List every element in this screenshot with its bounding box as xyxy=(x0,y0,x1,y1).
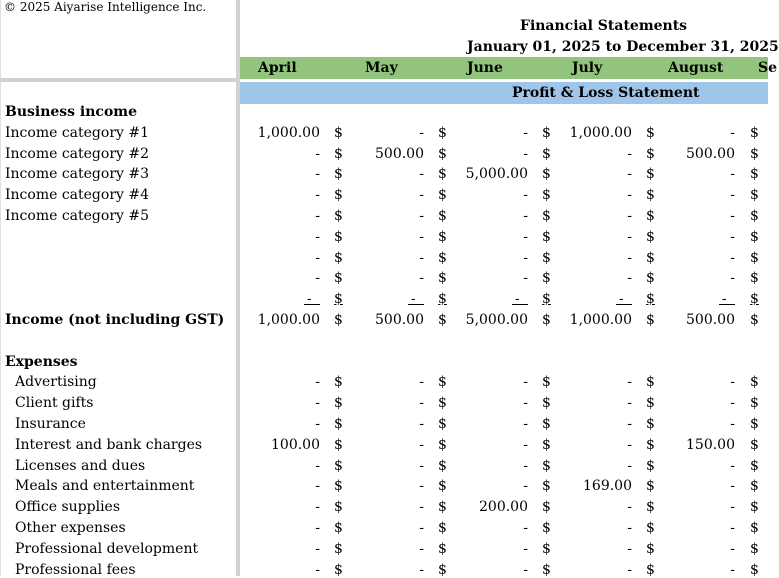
row-label[interactable]: Income (not including GST) xyxy=(5,312,225,328)
row-label[interactable]: Income category #2 xyxy=(5,145,150,162)
cell-value[interactable]: - xyxy=(419,457,424,474)
currency-symbol: $ xyxy=(542,457,551,474)
cell-value[interactable]: - xyxy=(523,395,528,412)
cell-value[interactable]: - xyxy=(627,228,632,245)
cell-value[interactable]: - xyxy=(730,208,735,224)
currency-symbol: $ xyxy=(438,540,447,557)
currency-symbol: $ xyxy=(438,457,447,474)
month-header-june[interactable]: June xyxy=(467,60,503,76)
cell-value[interactable]: - xyxy=(523,228,528,245)
currency-symbol: $ xyxy=(542,540,551,557)
cell-value[interactable]: - xyxy=(315,208,320,224)
cell-value[interactable]: - xyxy=(616,291,632,308)
cell-value[interactable]: - xyxy=(523,208,528,224)
cell-value[interactable]: - xyxy=(730,374,735,391)
currency-symbol: $ xyxy=(542,270,551,287)
currency-symbol: $ xyxy=(438,561,447,578)
cell-value[interactable]: - xyxy=(315,187,320,204)
sheet-left-border xyxy=(0,0,1,576)
cell-value[interactable]: 500.00 xyxy=(375,145,424,162)
currency-symbol: $ xyxy=(438,145,447,162)
currency-symbol: $ xyxy=(646,249,655,266)
currency-symbol: $ xyxy=(334,228,343,245)
cell-value[interactable]: - xyxy=(315,270,320,287)
cell-value[interactable]: - xyxy=(419,416,424,432)
currency-symbol: $ xyxy=(750,478,759,495)
cell-value[interactable]: - xyxy=(730,540,735,557)
row-label[interactable]: Advertising xyxy=(15,374,97,391)
currency-symbol: $ xyxy=(334,457,343,474)
currency-symbol: $ xyxy=(334,312,343,328)
currency-symbol: $ xyxy=(542,124,551,141)
currency-symbol: $ xyxy=(646,166,655,183)
cell-value[interactable]: - xyxy=(730,228,735,245)
currency-symbol: $ xyxy=(438,124,447,141)
cell-value[interactable]: - xyxy=(523,249,528,266)
currency-symbol: $ xyxy=(646,374,655,391)
cell-value[interactable]: - xyxy=(419,270,424,287)
cell-value[interactable]: - xyxy=(627,187,632,204)
cell-value[interactable]: - xyxy=(523,540,528,557)
currency-symbol: $ xyxy=(646,145,655,162)
cell-value[interactable]: - xyxy=(730,561,735,578)
currency-symbol: $ xyxy=(750,166,759,183)
currency-symbol: $ xyxy=(750,499,759,516)
cell-value[interactable]: - xyxy=(730,187,735,204)
cell-value[interactable]: - xyxy=(730,395,735,412)
currency-symbol: $ xyxy=(438,478,447,495)
currency-symbol: $ xyxy=(646,561,655,578)
currency-symbol: $ xyxy=(750,312,759,328)
currency-symbol: $ xyxy=(438,436,447,453)
cell-value[interactable]: - xyxy=(627,145,632,162)
currency-symbol: $ xyxy=(750,520,759,536)
currency-symbol: $ xyxy=(750,124,759,141)
currency-symbol: $ xyxy=(438,228,447,245)
cell-value[interactable]: 1,000.00 xyxy=(257,312,320,328)
cell-value[interactable]: - xyxy=(627,540,632,557)
cell-value[interactable]: - xyxy=(730,166,735,183)
cell-value[interactable]: - xyxy=(315,249,320,266)
currency-symbol: $ xyxy=(646,124,655,141)
currency-symbol: $ xyxy=(334,208,343,224)
currency-symbol: $ xyxy=(542,249,551,266)
cell-value[interactable]: 1,000.00 xyxy=(569,312,632,328)
month-header-august[interactable]: August xyxy=(668,60,724,76)
cell-value[interactable]: - xyxy=(315,166,320,183)
cell-value[interactable]: - xyxy=(627,270,632,287)
cell-value[interactable]: 200.00 xyxy=(479,499,528,516)
currency-symbol: $ xyxy=(542,499,551,516)
cell-value[interactable]: - xyxy=(419,187,424,204)
cell-value[interactable]: - xyxy=(523,561,528,578)
cell-value[interactable]: 500.00 xyxy=(686,312,735,328)
cell-value[interactable]: - xyxy=(419,520,424,536)
month-header-july[interactable]: July xyxy=(572,60,603,76)
row-label[interactable]: Meals and entertainment xyxy=(15,478,195,495)
cell-value[interactable]: - xyxy=(523,145,528,162)
currency-symbol: $ xyxy=(542,312,551,328)
cell-value[interactable]: - xyxy=(730,499,735,516)
cell-value[interactable]: - xyxy=(627,395,632,412)
currency-symbol: $ xyxy=(334,374,343,391)
currency-symbol: $ xyxy=(750,395,759,412)
currency-symbol: $ xyxy=(334,520,343,536)
currency-symbol: $ xyxy=(334,249,343,266)
currency-symbol: $ xyxy=(750,561,759,578)
currency-symbol: $ xyxy=(542,374,551,391)
cell-value[interactable]: - xyxy=(315,395,320,412)
currency-symbol: $ xyxy=(334,478,343,495)
currency-symbol: $ xyxy=(646,270,655,287)
row-label[interactable]: Insurance xyxy=(15,416,86,432)
cell-value[interactable]: - xyxy=(315,374,320,391)
cell-value[interactable]: - xyxy=(315,520,320,536)
cell-value[interactable]: - xyxy=(730,457,735,474)
currency-symbol: $ xyxy=(438,270,447,287)
row-label[interactable]: Licenses and dues xyxy=(15,457,146,474)
currency-symbol: $ xyxy=(750,187,759,204)
cell-value[interactable]: - xyxy=(315,416,320,432)
cell-value[interactable]: - xyxy=(419,436,424,453)
period-label: January 01, 2025 to December 31, 2025 xyxy=(467,39,779,55)
cell-value[interactable]: 1,000.00 xyxy=(257,124,320,141)
cell-value[interactable]: 5,000.00 xyxy=(465,166,528,183)
cell-value[interactable]: - xyxy=(719,291,735,308)
cell-value[interactable]: - xyxy=(627,499,632,516)
currency-symbol: $ xyxy=(750,145,759,162)
cell-value[interactable]: - xyxy=(730,478,735,495)
cell-value[interactable]: - xyxy=(315,499,320,516)
currency-symbol: $ xyxy=(438,249,447,266)
currency-symbol: $ xyxy=(646,499,655,516)
cell-value[interactable]: - xyxy=(523,478,528,495)
currency-symbol: $ xyxy=(334,291,343,308)
currency-symbol: $ xyxy=(542,166,551,183)
cell-value[interactable]: - xyxy=(315,457,320,474)
currency-symbol: $ xyxy=(750,249,759,266)
currency-symbol: $ xyxy=(542,478,551,495)
row-label[interactable]: Client gifts xyxy=(15,395,94,412)
currency-symbol: $ xyxy=(646,457,655,474)
currency-symbol: $ xyxy=(334,124,343,141)
cell-value[interactable]: - xyxy=(315,478,320,495)
currency-symbol: $ xyxy=(646,395,655,412)
cell-value[interactable]: - xyxy=(627,166,632,183)
month-header-may[interactable]: May xyxy=(365,60,398,76)
cell-value[interactable]: - xyxy=(730,416,735,432)
currency-symbol: $ xyxy=(542,187,551,204)
page-title: Financial Statements xyxy=(520,18,688,34)
currency-symbol: $ xyxy=(750,374,759,391)
cell-value[interactable]: 169.00 xyxy=(583,478,632,495)
currency-symbol: $ xyxy=(438,374,447,391)
copyright-text: © 2025 Aiyarise Intelligence Inc. xyxy=(4,0,207,14)
cell-value[interactable]: - xyxy=(419,540,424,557)
cell-value[interactable]: - xyxy=(627,249,632,266)
currency-symbol: $ xyxy=(646,187,655,204)
cell-value[interactable]: - xyxy=(523,436,528,453)
cell-value[interactable]: - xyxy=(419,124,424,141)
currency-symbol: $ xyxy=(646,291,655,308)
cell-value[interactable]: - xyxy=(315,228,320,245)
cell-value[interactable]: - xyxy=(315,540,320,557)
row-label[interactable]: Professional fees xyxy=(15,561,136,578)
cell-value[interactable]: 5,000.00 xyxy=(465,312,528,328)
currency-symbol: $ xyxy=(750,208,759,224)
currency-symbol: $ xyxy=(542,436,551,453)
currency-symbol: $ xyxy=(750,270,759,287)
cell-value[interactable]: - xyxy=(512,291,528,308)
month-header-se[interactable]: Se xyxy=(758,60,778,76)
section-heading[interactable]: Expenses xyxy=(5,353,78,370)
section-heading[interactable]: Business income xyxy=(5,104,138,120)
currency-symbol: $ xyxy=(646,208,655,224)
currency-symbol: $ xyxy=(334,270,343,287)
cell-value[interactable]: - xyxy=(523,416,528,432)
cell-value[interactable]: - xyxy=(730,520,735,536)
currency-symbol: $ xyxy=(646,312,655,328)
currency-symbol: $ xyxy=(750,436,759,453)
currency-symbol: $ xyxy=(542,561,551,578)
cell-value[interactable]: - xyxy=(408,291,424,308)
cell-value[interactable]: - xyxy=(627,208,632,224)
row-label[interactable]: Income category #4 xyxy=(5,187,150,204)
row-label[interactable]: Office supplies xyxy=(15,499,121,516)
currency-symbol: $ xyxy=(438,499,447,516)
cell-value[interactable]: - xyxy=(419,374,424,391)
currency-symbol: $ xyxy=(334,416,343,432)
currency-symbol: $ xyxy=(542,520,551,536)
currency-symbol: $ xyxy=(646,228,655,245)
currency-symbol: $ xyxy=(646,436,655,453)
cell-value[interactable]: - xyxy=(419,561,424,578)
row-label[interactable]: Income category #5 xyxy=(5,208,150,224)
currency-symbol: $ xyxy=(334,540,343,557)
currency-symbol: $ xyxy=(542,228,551,245)
cell-value[interactable]: - xyxy=(627,374,632,391)
cell-value[interactable]: - xyxy=(419,395,424,412)
currency-symbol: $ xyxy=(334,436,343,453)
currency-symbol: $ xyxy=(750,416,759,432)
currency-symbol: $ xyxy=(542,145,551,162)
currency-symbol: $ xyxy=(750,457,759,474)
cell-value[interactable]: - xyxy=(730,270,735,287)
cell-value[interactable]: - xyxy=(419,228,424,245)
currency-symbol: $ xyxy=(750,228,759,245)
currency-symbol: $ xyxy=(438,520,447,536)
cell-value[interactable]: - xyxy=(730,124,735,141)
cell-value[interactable]: - xyxy=(523,457,528,474)
currency-symbol: $ xyxy=(334,166,343,183)
currency-symbol: $ xyxy=(646,416,655,432)
currency-symbol: $ xyxy=(646,478,655,495)
currency-symbol: $ xyxy=(334,499,343,516)
currency-symbol: $ xyxy=(750,291,759,308)
row-label[interactable]: Other expenses xyxy=(15,520,126,536)
cell-value[interactable]: - xyxy=(730,249,735,266)
currency-symbol: $ xyxy=(438,395,447,412)
cell-value[interactable]: - xyxy=(627,520,632,536)
cell-value[interactable]: - xyxy=(523,520,528,536)
currency-symbol: $ xyxy=(438,187,447,204)
currency-symbol: $ xyxy=(334,145,343,162)
cell-value[interactable]: - xyxy=(523,374,528,391)
cell-value[interactable]: - xyxy=(419,208,424,224)
cell-value[interactable]: - xyxy=(523,270,528,287)
currency-symbol: $ xyxy=(334,561,343,578)
cell-value[interactable]: - xyxy=(419,249,424,266)
cell-value[interactable]: 500.00 xyxy=(686,145,735,162)
currency-symbol: $ xyxy=(438,416,447,432)
section-title: Profit & Loss Statement xyxy=(512,85,700,101)
currency-symbol: $ xyxy=(438,312,447,328)
row-label[interactable]: Income category #1 xyxy=(5,124,150,141)
cell-value[interactable]: - xyxy=(419,499,424,516)
cell-value[interactable]: - xyxy=(627,416,632,432)
cell-value[interactable]: - xyxy=(627,457,632,474)
cell-value[interactable]: - xyxy=(523,187,528,204)
cell-value[interactable]: 150.00 xyxy=(686,436,735,453)
currency-symbol: $ xyxy=(750,540,759,557)
row-label[interactable]: Income category #3 xyxy=(5,166,150,183)
cell-value[interactable]: 1,000.00 xyxy=(569,124,632,141)
currency-symbol: $ xyxy=(542,208,551,224)
cell-value[interactable]: 100.00 xyxy=(271,436,320,453)
currency-symbol: $ xyxy=(542,416,551,432)
currency-symbol: $ xyxy=(438,208,447,224)
currency-symbol: $ xyxy=(542,291,551,308)
currency-symbol: $ xyxy=(438,166,447,183)
cell-value[interactable]: - xyxy=(419,478,424,495)
currency-symbol: $ xyxy=(334,187,343,204)
currency-symbol: $ xyxy=(334,395,343,412)
cell-value[interactable]: 500.00 xyxy=(375,312,424,328)
cell-value[interactable]: - xyxy=(304,291,320,308)
currency-symbol: $ xyxy=(646,520,655,536)
cell-value[interactable]: - xyxy=(627,561,632,578)
cell-value[interactable]: - xyxy=(315,561,320,578)
cell-value[interactable]: - xyxy=(315,145,320,162)
currency-symbol: $ xyxy=(542,395,551,412)
row-label[interactable]: Interest and bank charges xyxy=(15,436,203,453)
currency-symbol: $ xyxy=(438,291,447,308)
month-header-april[interactable]: April xyxy=(258,60,297,76)
frozen-row-divider[interactable] xyxy=(0,78,240,82)
cell-value[interactable]: - xyxy=(523,124,528,141)
cell-value[interactable]: - xyxy=(419,166,424,183)
currency-symbol: $ xyxy=(646,540,655,557)
cell-value[interactable]: - xyxy=(627,436,632,453)
row-label[interactable]: Professional development xyxy=(15,540,199,557)
